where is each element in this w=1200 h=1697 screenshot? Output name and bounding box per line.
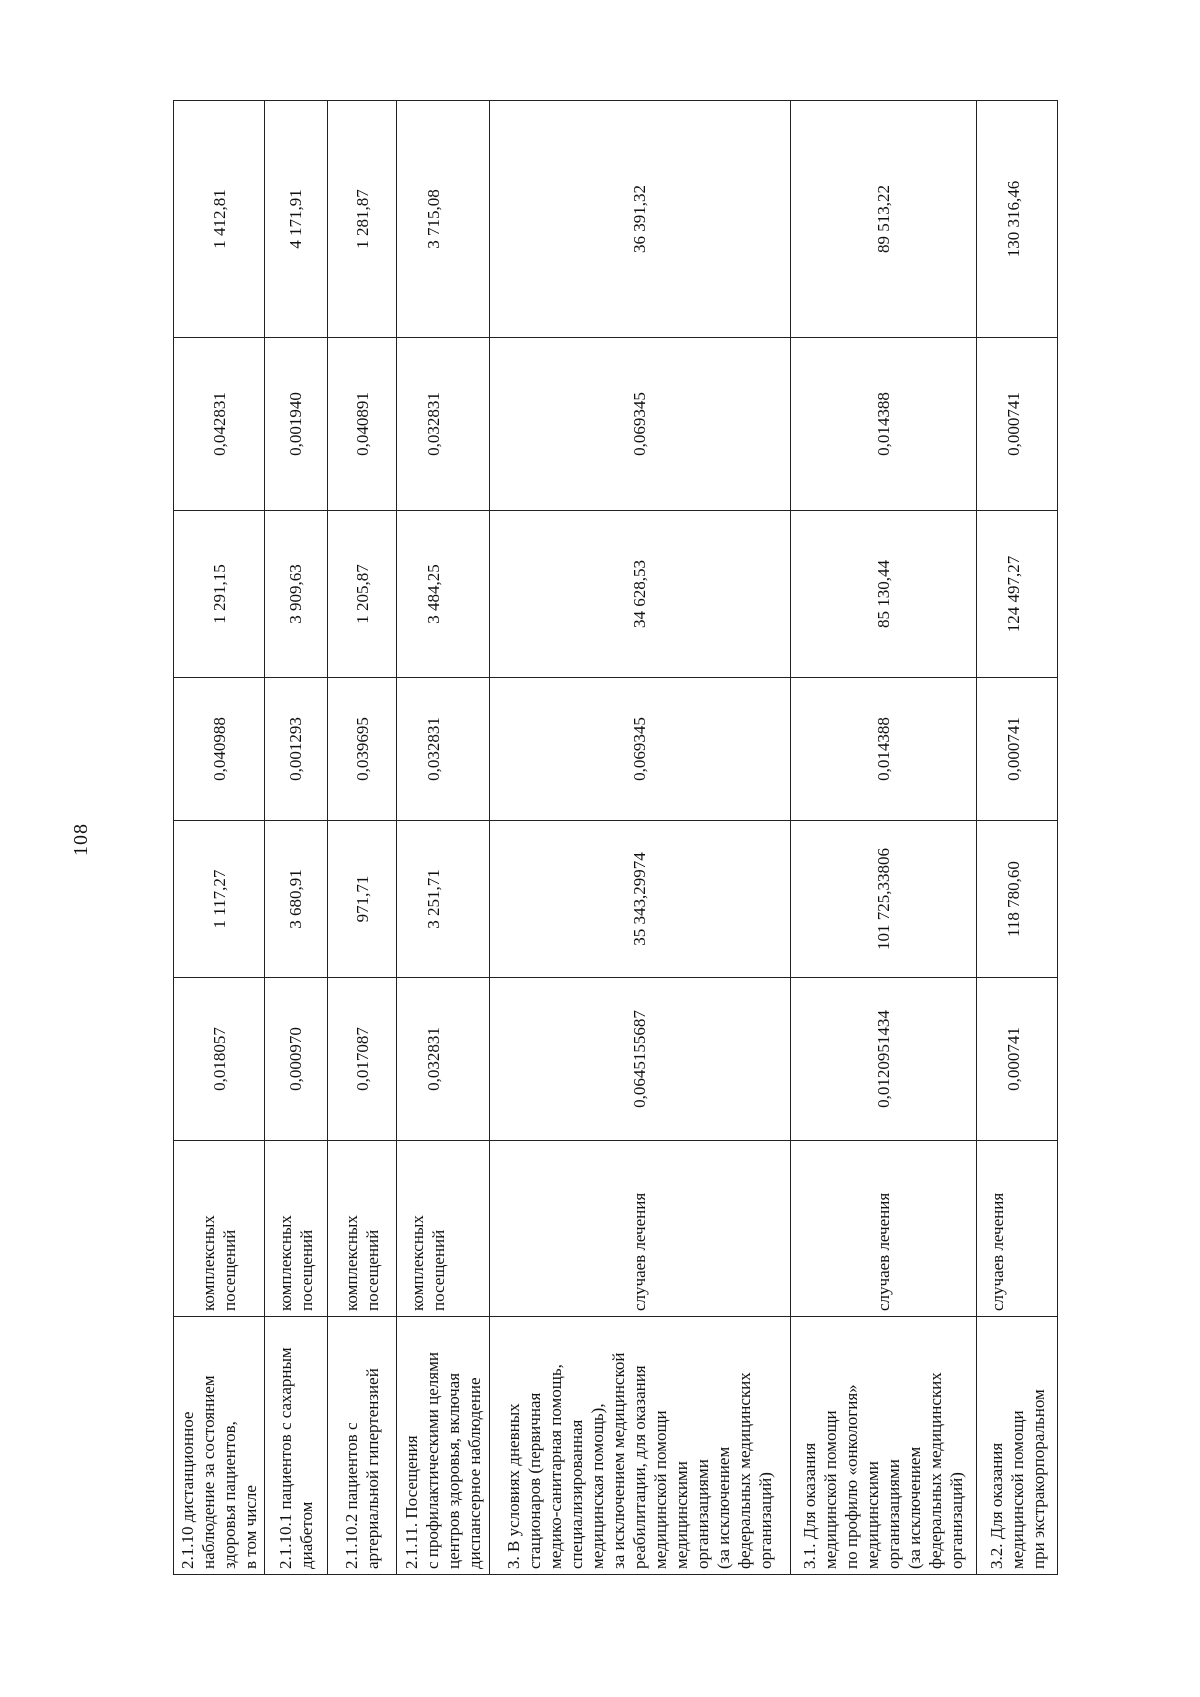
row-name: 3.1. Для оказания медицинской помощи по профилю «онкология» медицинскими организациями (за исключением федеральных медицинских организаций)	[790, 1317, 977, 1575]
cell-value-2: 1 117,27	[174, 821, 265, 978]
row-name: 3. В условиях дневных стационаров (первичная медико-санитарная помощь, специализированная медицинская помощь), за исключением медицинской реабилитации, для оказания медицинской помощи медицинскими организациями (за исключением федеральных медицинских организаций)	[489, 1317, 790, 1575]
cell-value-3: 0,032831	[397, 678, 489, 821]
cell-value-2: 3 251,71	[397, 821, 489, 978]
table-row	[174, 101, 265, 1575]
standards-table	[173, 100, 1058, 1575]
row-unit: случаев лечения	[790, 1141, 977, 1317]
row-name: 2.1.10 дистанционное наблюдение за состоянием здоровья пациентов, в том числе	[174, 1317, 265, 1575]
cell-value-4: 124 497,27	[977, 511, 1058, 678]
cell-value-1: 0,0645155687	[489, 978, 790, 1141]
rotated-table-container	[173, 101, 1058, 1575]
page-number: 108	[70, 823, 92, 856]
table-row	[397, 101, 489, 1575]
row-unit: комплексных посещений	[265, 1141, 327, 1317]
cell-value-6: 1 281,87	[327, 101, 397, 338]
row-unit: случаев лечения	[489, 1141, 790, 1317]
table-row	[977, 101, 1058, 1575]
cell-value-5: 0,014388	[790, 338, 977, 511]
row-unit: комплексных посещений	[397, 1141, 489, 1317]
cell-value-5: 0,032831	[397, 338, 489, 511]
row-name: 2.1.10.2 пациентов с артериальной гипертензией	[327, 1317, 397, 1575]
cell-value-4: 3 484,25	[397, 511, 489, 678]
cell-value-1: 0,017087	[327, 978, 397, 1141]
row-name: 2.1.11. Посещения с профилактическими целями центров здоровья, включая диспансерное наблюдение	[397, 1317, 489, 1575]
table-row	[489, 101, 790, 1575]
cell-value-3: 0,014388	[790, 678, 977, 821]
cell-value-1: 0,000741	[977, 978, 1058, 1141]
cell-value-4: 34 628,53	[489, 511, 790, 678]
cell-value-5: 0,001940	[265, 338, 327, 511]
cell-value-1: 0,000970	[265, 978, 327, 1141]
cell-value-1: 0,0120951434	[790, 978, 977, 1141]
cell-value-2: 118 780,60	[977, 821, 1058, 978]
table-row	[790, 101, 977, 1575]
cell-value-5: 0,040891	[327, 338, 397, 511]
cell-value-6: 89 513,22	[790, 101, 977, 338]
row-name: 3.2. Для оказания медицинской помощи при экстракорпоральном	[977, 1317, 1058, 1575]
cell-value-4: 1 291,15	[174, 511, 265, 678]
table-row	[327, 101, 397, 1575]
cell-value-5: 0,042831	[174, 338, 265, 511]
cell-value-1: 0,032831	[397, 978, 489, 1141]
cell-value-1: 0,018057	[174, 978, 265, 1141]
cell-value-2: 3 680,91	[265, 821, 327, 978]
cell-value-6: 3 715,08	[397, 101, 489, 338]
cell-value-5: 0,069345	[489, 338, 790, 511]
row-unit: случаев лечения	[977, 1141, 1058, 1317]
cell-value-6: 4 171,91	[265, 101, 327, 338]
cell-value-4: 3 909,63	[265, 511, 327, 678]
cell-value-4: 85 130,44	[790, 511, 977, 678]
cell-value-3: 0,001293	[265, 678, 327, 821]
row-unit: комплексных посещений	[174, 1141, 265, 1317]
cell-value-6: 36 391,32	[489, 101, 790, 338]
table-row	[265, 101, 327, 1575]
cell-value-6: 130 316,46	[977, 101, 1058, 338]
cell-value-3: 0,039695	[327, 678, 397, 821]
cell-value-3: 0,040988	[174, 678, 265, 821]
row-unit: комплексных посещений	[327, 1141, 397, 1317]
cell-value-4: 1 205,87	[327, 511, 397, 678]
row-name: 2.1.10.1 пациентов с сахарным диабетом	[265, 1317, 327, 1575]
cell-value-5: 0,000741	[977, 338, 1058, 511]
cell-value-2: 101 725,33806	[790, 821, 977, 978]
cell-value-2: 35 343,29974	[489, 821, 790, 978]
cell-value-2: 971,71	[327, 821, 397, 978]
cell-value-6: 1 412,81	[174, 101, 265, 338]
cell-value-3: 0,000741	[977, 678, 1058, 821]
cell-value-3: 0,069345	[489, 678, 790, 821]
